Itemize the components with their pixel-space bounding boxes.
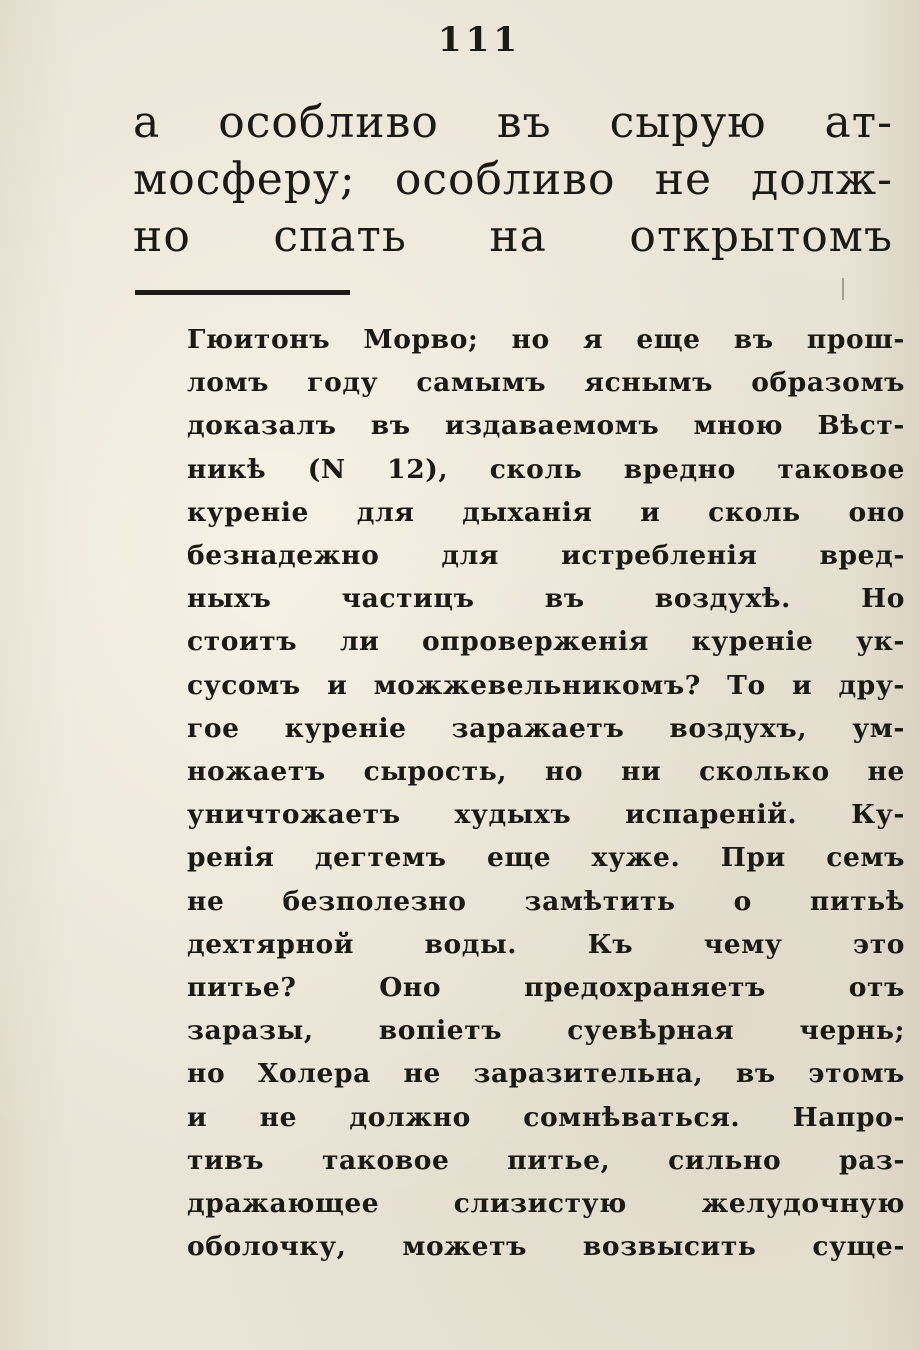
footnote-line: тивъ таковое питье, сильно раз- bbox=[187, 1144, 905, 1176]
footnote-line: дехтярной воды. Къ чему это bbox=[187, 928, 905, 960]
footnote-line: и не должно сомнѣваться. Напро- bbox=[187, 1101, 905, 1133]
footnote-line: куреніе для дыханія и сколь оно bbox=[187, 496, 905, 528]
page-number: 111 bbox=[438, 20, 521, 60]
footnote-line: сусомъ и можжевельникомъ? То и дру- bbox=[187, 669, 905, 701]
footnote-line: заразы, вопіетъ суевѣрная чернь; bbox=[187, 1015, 905, 1047]
main-text-line: а особливо въ сырую ат- bbox=[133, 97, 893, 148]
main-text-line: мосферу; особливо не долж- bbox=[133, 154, 893, 205]
footnote-line: доказалъ въ издаваемомъ мною Вѣст- bbox=[187, 410, 905, 442]
footnote-line: стоитъ ли опроверженія куреніе ук- bbox=[187, 626, 905, 658]
main-text-line: но спать на открытомъ bbox=[133, 211, 893, 262]
footnote-line: но Холера не заразительна, въ этомъ bbox=[187, 1058, 905, 1090]
main-text-block bbox=[133, 94, 893, 265]
footnote-line: оболочку, можетъ возвысить суще- bbox=[187, 1231, 905, 1263]
footnote-line: дражающее слизистую желудочную bbox=[187, 1188, 905, 1220]
footnote-block bbox=[187, 318, 905, 1268]
footnote-line: уничтожаетъ худыхъ испареній. Ку- bbox=[187, 799, 905, 831]
footnote-rule bbox=[135, 290, 350, 295]
footnote-line: ломъ году самымъ яснымъ образомъ bbox=[187, 367, 905, 399]
footnote-line: не безполезно замѣтить о питьѣ bbox=[187, 885, 905, 917]
footnote-line: никѣ (N 12), сколь вредно таковое bbox=[187, 453, 905, 485]
footnote-line: безнадежно для истребленія вред- bbox=[187, 540, 905, 572]
footnote-line: питье? Оно предохраняетъ отъ bbox=[187, 972, 905, 1004]
footnote-line: гое куреніе заражаетъ воздухъ, ум- bbox=[187, 712, 905, 744]
footnote-line: ренія дегтемъ еще хуже. При семъ bbox=[187, 842, 905, 874]
ink-smudge bbox=[842, 278, 844, 300]
footnote-line: ножаетъ сырость, но ни сколько не bbox=[187, 756, 905, 788]
footnote-line: Гюитонъ Морво; но я еще въ прош- bbox=[187, 324, 905, 355]
footnote-line: ныхъ частицъ въ воздухѣ. Но bbox=[187, 583, 905, 615]
